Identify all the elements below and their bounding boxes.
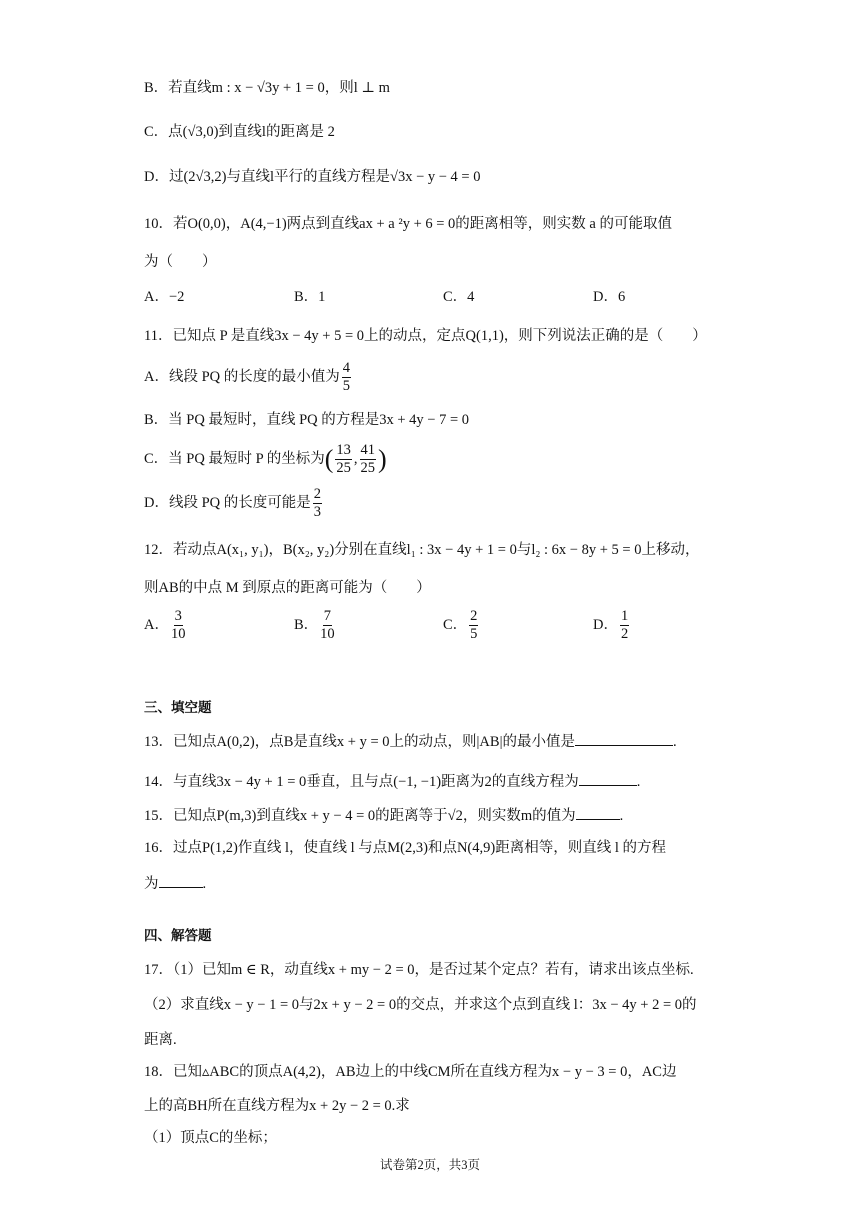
q16-stem: 16．过点P(1,2)作直线 l，使直线 l 与点M(2,3)和点N(4,9)距离相等，则直线 l 的方程 (144, 840, 666, 856)
q9-option-d: D．过(2√3,2)与直线l平行的直线方程是√3x − y − 4 = 0 (144, 169, 481, 185)
section-heading-fill-in: 三、填空题 (144, 700, 212, 716)
q10-option-a: A．−2 (144, 289, 185, 305)
q17-part2-cont: 距离. (144, 1032, 177, 1048)
q17-part2: （2）求直线x − y − 1 = 0与2x + y − 2 = 0的交点，并求这个点到直线 l：3x − 4y + 2 = 0的 (144, 997, 697, 1013)
fraction: $\frac{2}{3}$ (313, 486, 322, 520)
q10-option-c: C．4 (443, 289, 475, 305)
fraction: $\frac{2}{5}$ (470, 608, 478, 642)
q18-stem: 18．已知▵ABC的顶点A(4,2)，AB边上的中线CM所在直线方程为x − y − 3 = 0，AC边 (144, 1064, 677, 1080)
q10-stem-cont: 为（ ） (144, 254, 217, 270)
fraction: $\frac{41}{25}$ (360, 442, 376, 476)
fraction: $\frac{13}{25}$ (336, 442, 351, 476)
answer-blank (575, 731, 673, 746)
fraction: $\frac{3}{10}$ (170, 608, 186, 642)
fraction: $\frac{1}{2}$ (620, 608, 629, 642)
q11-option-c: C．当 PQ 最短时 P 的坐标为( $\frac{13}{25}$ , $\frac{41}{25}$ ) (144, 442, 387, 476)
q9-option-b: B．若直线m : x − √3y + 1 = 0，则l ⊥ m (144, 80, 390, 96)
q11-option-d: D．线段 PQ 的长度可能是 $\frac{2}{3}$ (144, 486, 322, 520)
answer-blank (576, 805, 620, 820)
q11-option-a: A．线段 PQ 的长度的最小值为 $\frac{4}{5}$ (144, 360, 351, 394)
q10-stem: 10．若O(0,0)，A(4,−1)两点到直线ax + a ²y + 6 = 0的距离相等，则实数 a 的可能取值 (144, 216, 672, 232)
q17-part1: 17．（1）已知m ∈ R，动直线x + my − 2 = 0，是否过某个定点？若有，请求出该点坐标. (144, 962, 694, 978)
q12-stem-cont: 则AB的中点 M 到原点的距离可能为（ ） (144, 580, 431, 596)
answer-blank (159, 873, 203, 888)
q13: 13．已知点A(0,2)，点B是直线x + y = 0上的动点，则|AB|的最小值是 . (144, 731, 677, 752)
q12-option-a: A． $\frac{3}{10}$ (144, 608, 186, 642)
q11-stem: 11．已知点 P 是直线3x − 4y + 5 = 0上的动点，定点Q(1,1)，则下列说法正确的是（ ） (144, 328, 707, 344)
page-footer: 试卷第2页，共3页 (379, 1158, 480, 1172)
q12-option-c: C． $\frac{2}{5}$ (443, 608, 478, 642)
fraction: $\frac{7}{10}$ (320, 608, 335, 642)
q12-option-b: B． $\frac{7}{10}$ (294, 608, 335, 642)
q15: 15．已知点P(m,3)到直线x + y − 4 = 0的距离等于√2，则实数m的值为 . (144, 805, 623, 826)
q14: 14．与直线3x − 4y + 1 = 0垂直，且与点(−1, −1)距离为2的直线方程为 . (144, 771, 640, 792)
q18-part1: （1）顶点C的坐标； (144, 1130, 277, 1146)
q16-stem-cont: 为 . (144, 873, 206, 894)
q18-stem-cont: 上的高BH所在直线方程为x + 2y − 2 = 0.求 (144, 1098, 410, 1114)
q11-option-b: B．当 PQ 最短时，直线 PQ 的方程是3x + 4y − 7 = 0 (144, 412, 470, 428)
q10-option-b: B．1 (294, 289, 326, 305)
q9-option-c: C．点(√3,0)到直线l的距离是 2 (144, 124, 335, 140)
answer-blank (579, 771, 637, 786)
section-heading-solve: 四、解答题 (144, 928, 212, 944)
q12-stem: 12．若动点A(x₁, y₁)，B(x₂, y₂)分别在直线l₁ : 3x − 4y + 1 = 0与l₂ : 6x − 8y + 5 = 0上移动， (144, 542, 700, 558)
q10-option-d: D．6 (593, 289, 626, 305)
fraction: $\frac{4}{5}$ (342, 360, 351, 394)
q12-option-d: D． $\frac{1}{2}$ (593, 608, 629, 642)
